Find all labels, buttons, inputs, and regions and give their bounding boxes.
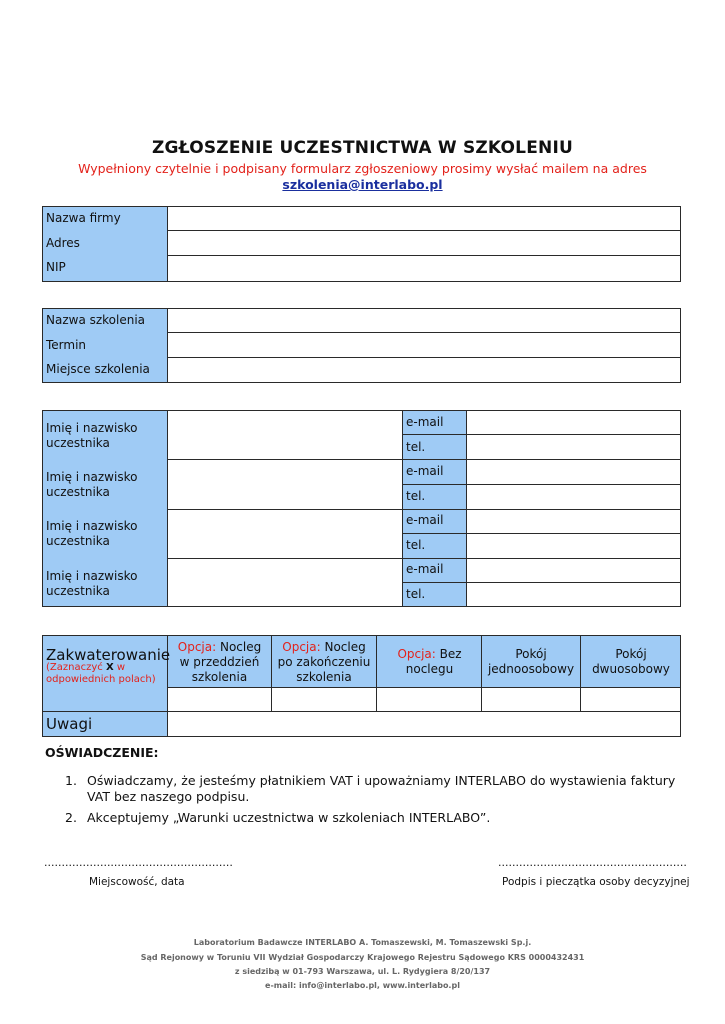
option-single-room: Pokój jednoosobowy bbox=[487, 647, 575, 676]
label-participant-3: Imię i nazwisko uczestnika bbox=[46, 519, 138, 548]
label-phone-3: tel. bbox=[406, 538, 426, 552]
input-remarks[interactable] bbox=[169, 713, 680, 736]
place-date-line[interactable]: ...................................................... bbox=[44, 856, 233, 869]
input-phone-4[interactable] bbox=[468, 584, 680, 606]
label-company-name: Nazwa firmy bbox=[46, 211, 121, 225]
checkbox-double-room[interactable] bbox=[582, 689, 680, 710]
input-email-3[interactable] bbox=[468, 511, 680, 532]
input-email-1[interactable] bbox=[468, 412, 680, 433]
input-participant-3[interactable] bbox=[169, 511, 401, 557]
place-date-label: Miejscowość, data bbox=[89, 876, 185, 888]
label-phone-2: tel. bbox=[406, 489, 426, 503]
input-participant-4[interactable] bbox=[169, 560, 401, 606]
declaration-title: OŚWIADCZENIE: bbox=[45, 745, 159, 760]
label-participant-4: Imię i nazwisko uczestnika bbox=[46, 569, 138, 598]
checkbox-night-before[interactable] bbox=[169, 689, 270, 710]
label-participant-1: Imię i nazwisko uczestnika bbox=[46, 421, 138, 450]
signature-label: Podpis i pieczątka osoby decyzyjnej bbox=[502, 876, 690, 888]
label-email-2: e-mail bbox=[406, 464, 444, 478]
declaration-item-1: Oświadczamy, że jesteśmy płatnikiem VAT i upoważniamy INTERLABO do wystawienia faktury VAT bez naszego podpisu. bbox=[87, 773, 676, 804]
email-link[interactable]: szkolenia@interlabo.pl bbox=[282, 177, 443, 192]
instruction-text: Wypełniony czytelnie i podpisany formularz zgłoszeniowy prosimy wysłać mailem na adres bbox=[78, 161, 647, 176]
label-location: Miejsce szkolenia bbox=[46, 362, 150, 376]
accommodation-title: Zakwaterowanie bbox=[46, 646, 171, 664]
declaration-number-1: 1. bbox=[65, 773, 77, 788]
footer-line-4: e-mail: info@interlabo.pl, www.interlabo.pl bbox=[265, 981, 460, 990]
signature-line[interactable]: ...................................................... bbox=[498, 856, 687, 869]
input-nip[interactable] bbox=[169, 257, 679, 280]
footer-line-2: Sąd Rejonowy w Toruniu VII Wydział Gospodarczy Krajowego Rejestru Sądowego KRS 0000432431 bbox=[140, 953, 585, 962]
input-email-4[interactable] bbox=[468, 560, 680, 581]
label-nip: NIP bbox=[46, 260, 66, 274]
label-date: Termin bbox=[46, 338, 87, 352]
input-participant-1[interactable] bbox=[169, 412, 401, 458]
page-title: ZGŁOSZENIE UCZESTNICTWA W SZKOLENIU bbox=[152, 138, 573, 158]
input-date[interactable] bbox=[169, 334, 679, 356]
input-location[interactable] bbox=[169, 359, 679, 381]
label-email-3: e-mail bbox=[406, 513, 444, 527]
input-training-name[interactable] bbox=[169, 310, 679, 331]
declaration-number-2: 2. bbox=[65, 810, 77, 825]
input-address[interactable] bbox=[169, 232, 679, 254]
input-participant-2[interactable] bbox=[169, 461, 401, 508]
label-phone-4: tel. bbox=[406, 587, 426, 601]
footer-line-3: z siedzibą w 01-793 Warszawa, ul. L. Rydygiera 8/20/137 bbox=[234, 967, 491, 976]
label-email-4: e-mail bbox=[406, 562, 444, 576]
footer-line-1: Laboratorium Badawcze INTERLABO A. Tomaszewski, M. Tomaszewski Sp.j. bbox=[193, 938, 532, 947]
declaration-item-2: Akceptujemy „Warunki uczestnictwa w szkoleniach INTERLABO”. bbox=[87, 810, 491, 825]
option-double-room: Pokój dwuosobowy bbox=[592, 647, 670, 676]
option-night-before: Opcja: Nocleg w przeddzień szkolenia bbox=[177, 640, 262, 684]
option-night-after: Opcja: Nocleg po zakończeniu szkolenia bbox=[277, 640, 371, 684]
checkbox-night-after[interactable] bbox=[273, 689, 375, 710]
label-participant-2: Imię i nazwisko uczestnika bbox=[46, 470, 138, 499]
label-address: Adres bbox=[46, 236, 80, 250]
remarks-label: Uwagi bbox=[46, 715, 93, 733]
accommodation-hint: (Zaznaczyć X w odpowiednich polach) bbox=[46, 662, 156, 685]
input-phone-3[interactable] bbox=[468, 535, 680, 557]
checkbox-no-night[interactable] bbox=[378, 689, 480, 710]
label-training-name: Nazwa szkolenia bbox=[46, 313, 146, 327]
option-no-night: Opcja: Bez noclegu bbox=[397, 647, 462, 676]
input-company-name[interactable] bbox=[169, 208, 679, 229]
input-email-2[interactable] bbox=[468, 461, 680, 483]
checkbox-single-room[interactable] bbox=[483, 689, 579, 710]
label-email-1: e-mail bbox=[406, 415, 444, 429]
input-phone-2[interactable] bbox=[468, 486, 680, 508]
label-phone-1: tel. bbox=[406, 440, 426, 454]
input-phone-1[interactable] bbox=[468, 436, 680, 458]
